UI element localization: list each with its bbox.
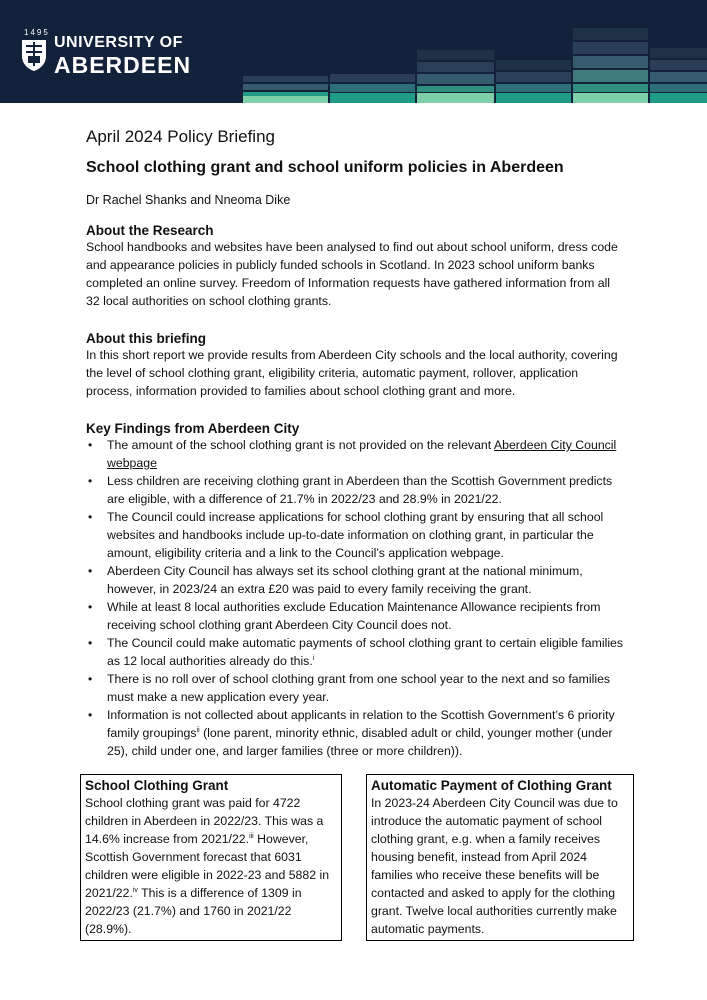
school-clothing-grant-box xyxy=(80,774,342,941)
list-item: • While at least 8 local authorities exclude Education Maintenance Allowance recipients from receiving school clothing grant Aberdeen City Council does not. xyxy=(86,598,626,634)
endnote-ref[interactable]: ii xyxy=(196,727,200,734)
key-findings-heading: Key Findings from Aberdeen City xyxy=(86,421,300,436)
endnote-ref[interactable]: iv xyxy=(132,887,138,894)
council-webpage-link[interactable]: Aberdeen City Council webpage xyxy=(107,438,617,470)
box-grant-text: School clothing grant was paid for 4722 children in Aberdeen in 2022/23. This was a 14.6% increase from 2021/22.$^{iii}$ However, Scottish Government forecast that 6031 children were eligible in 2022-23 and 5882 in 2021/22.$^{iv}$ This is a difference of 1309 in 2022/23 (21.7%) and 1760 in 2021/22 (28.9%). xyxy=(85,796,330,936)
crest-icon xyxy=(20,38,48,72)
authors: Dr Rachel Shanks and Nneoma Dike xyxy=(86,193,291,207)
briefing-label: April 2024 Policy Briefing xyxy=(86,127,275,146)
box-auto-text: In 2023-24 Aberdeen City Council was due to introduce the automatic payment of school clothing grant, e.g. when a family receives housing benefit, instead from April 2024 families who receive these benefits will be contacted and asked to apply for the clothing grant. Twelve local authorities currently make automatic payments. xyxy=(371,796,618,936)
about-briefing-heading: About this briefing xyxy=(86,331,206,346)
header-banner xyxy=(0,0,707,103)
list-item: • Information is not collected about applicants in relation to the Scottish Government’s 6 priority family groupings$^{ii}$ (lone parent, minority ethnic, disabled adult or child, younger mother (under 25), child under one, and larger families (three or more children)). xyxy=(86,706,626,760)
box-auto-heading: Automatic Payment of Clothing Grant xyxy=(371,778,612,793)
endnote-ref[interactable]: i xyxy=(312,655,315,662)
logo-university-of: UNIVERSITY OF xyxy=(54,34,183,51)
about-research-heading: About the Research xyxy=(86,223,214,238)
university-logo[interactable] xyxy=(18,28,193,78)
list-item: • The Council could make automatic payments of school clothing grant to certain eligible families as 12 local authorities already do this.$^i$ xyxy=(86,634,626,670)
key-findings-section xyxy=(86,421,626,760)
logo-year: 1495 xyxy=(24,28,50,37)
list-item: • The Council could increase applications for school clothing grant by ensuring that all school websites and handbooks include up-to-date information on clothing grant, in particular the amount, eligibility criteria and a link to the Council’s application webpage. xyxy=(86,508,626,562)
about-briefing-section xyxy=(86,331,626,400)
page-title: School clothing grant and school uniform policies in Aberdeen xyxy=(86,159,564,176)
endnote-ref[interactable]: iii xyxy=(249,833,254,840)
about-research-section xyxy=(86,223,626,310)
box-grant-heading: School Clothing Grant xyxy=(85,778,229,793)
list-item: • Less children are receiving clothing grant in Aberdeen than the Scottish Government predicts are eligible, with a difference of 21.7% in 2022/23 and 28.9% in 2021/22. xyxy=(86,472,626,508)
key-findings-list xyxy=(86,436,626,760)
list-item: • The amount of the school clothing grant is not provided on the relevant Aberdeen City Council webpage xyxy=(86,436,626,472)
list-item: • There is no roll over of school clothing grant from one school year to the next and so families must make a new application every year. xyxy=(86,670,626,706)
about-briefing-text: In this short report we provide results from Aberdeen City schools and the local authority, covering the level of school clothing grant, eligibility criteria, automatic payment, rollover, application process, information provided to families about school clothing grant and more. xyxy=(86,348,618,398)
about-research-text: School handbooks and websites have been analysed to find out about school uniform, dress code and appearance policies in publicly funded schools in Scotland. In 2023 school uniform banks completed an online survey. Freedom of Information requests have gathered information from all 32 local authorities on school clothing grants. xyxy=(86,240,618,308)
logo-aberdeen: ABERDEEN xyxy=(54,52,192,78)
automatic-payment-box xyxy=(366,774,634,941)
list-item: • Aberdeen City Council has always set its school clothing grant at the national minimum, however, in 2023/24 an extra £20 was paid to every family receiving the grant. xyxy=(86,562,626,598)
